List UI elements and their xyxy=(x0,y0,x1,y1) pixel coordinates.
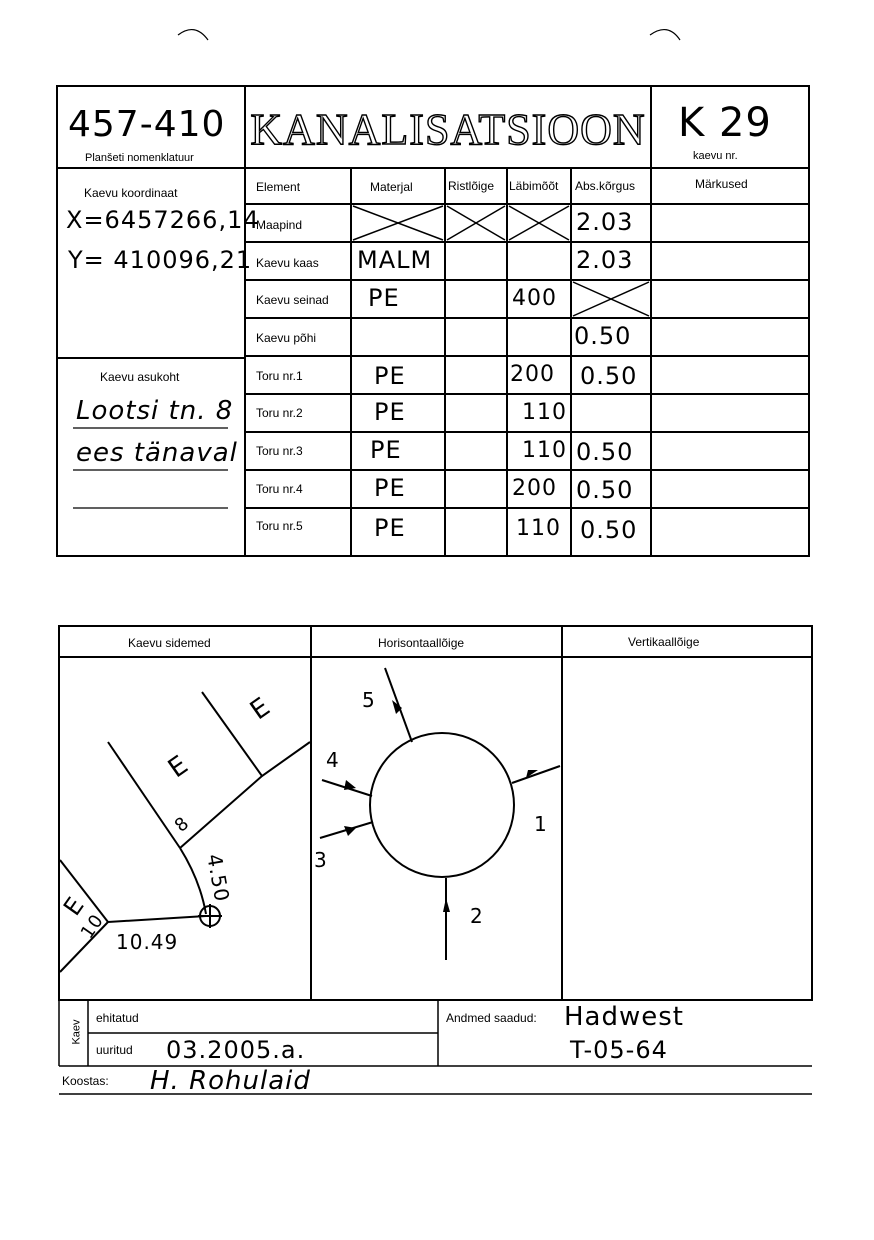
cell-height: 2.03 xyxy=(576,246,634,274)
cell-height: 0.50 xyxy=(580,362,638,390)
ties-header: Kaevu sidemed xyxy=(128,636,211,650)
row-label: Kaevu seinad xyxy=(256,293,329,307)
ties-label-e: E xyxy=(57,891,91,921)
cell-height: 2.03 xyxy=(576,208,634,236)
cell-material: PE xyxy=(374,398,406,426)
location-line-1: Lootsi tn. 8 xyxy=(76,396,234,426)
col-header-notes: Märkused xyxy=(695,177,748,191)
cell-material: PE xyxy=(374,474,406,502)
surveyed-date: 03.2005.a. xyxy=(166,1036,306,1064)
ties-house-number: 10 xyxy=(76,910,109,943)
cell-material: MALM xyxy=(357,246,433,274)
well-footer-label: Kaev xyxy=(70,1019,83,1045)
coordinate-y: Y= 410096,21 xyxy=(68,246,253,274)
pipe-label: 2 xyxy=(470,904,484,928)
ties-label-e: E xyxy=(162,749,195,785)
pipe-label: 5 xyxy=(362,688,376,712)
row-label: Toru nr.3 xyxy=(256,444,303,458)
pipe-label: 4 xyxy=(326,748,340,772)
cell-diameter: 110 xyxy=(522,400,567,425)
row-label: Toru nr.1 xyxy=(256,369,303,383)
cell-material: PE xyxy=(374,362,406,390)
cell-height: 0.50 xyxy=(576,476,634,504)
horizontal-section xyxy=(320,668,560,960)
cell-material: PE xyxy=(374,514,406,542)
cell-material: PE xyxy=(368,284,400,312)
pipe-label: 1 xyxy=(534,812,548,836)
source-reference: T-05-64 xyxy=(570,1036,668,1064)
location-line-2: ees tänaval xyxy=(76,438,238,468)
cell-diameter: 200 xyxy=(510,362,555,387)
cell-height: 0.50 xyxy=(574,322,632,350)
well-number-label: kaevu nr. xyxy=(693,150,738,162)
ties-distance: 10.49 xyxy=(116,930,179,954)
cell-height: 0.50 xyxy=(576,438,634,466)
row-label: Toru nr.4 xyxy=(256,482,303,496)
well-number-value: K 29 xyxy=(678,100,772,146)
source-label: Andmed saadud: xyxy=(446,1011,537,1025)
ties-label-e: E xyxy=(244,691,277,727)
pipe-label: 3 xyxy=(314,848,328,872)
col-header-diameter: Läbimõõt xyxy=(509,179,559,193)
row-label: Kaevu kaas xyxy=(256,256,319,270)
col-header-material: Materjal xyxy=(370,180,413,194)
punch-hole-left xyxy=(178,30,208,40)
punch-hole-right xyxy=(650,30,680,40)
surveyed-label: uuritud xyxy=(96,1043,133,1057)
horizontal-section-header: Horisontaallõige xyxy=(378,636,465,650)
cell-material: PE xyxy=(370,436,402,464)
row-label: Toru nr.5 xyxy=(256,519,303,533)
cell-height: 0.50 xyxy=(580,516,638,544)
ties-house-number: 8 xyxy=(170,812,194,837)
coordinates-label: Kaevu koordinaat xyxy=(84,186,178,200)
cell-diameter: 400 xyxy=(512,286,557,311)
col-header-element: Element xyxy=(256,180,301,194)
row-label: Toru nr.2 xyxy=(256,406,303,420)
coordinate-x: X=6457266,14 xyxy=(66,206,260,234)
col-header-cross: Ristlõige xyxy=(448,179,495,193)
cell-diameter: 200 xyxy=(512,476,557,501)
location-label: Kaevu asukoht xyxy=(100,370,180,384)
page-title: KANALISATSIOON xyxy=(250,105,646,154)
compiled-label: Koostas: xyxy=(62,1074,109,1088)
row-label: Kaevu põhi xyxy=(256,331,317,345)
source-value: Hadwest xyxy=(564,1002,684,1032)
well-circle xyxy=(370,733,514,877)
compiled-by: H. Rohulaid xyxy=(150,1066,311,1096)
nomenclature-value: 457-410 xyxy=(68,104,226,145)
vertical-section-header: Vertikaallõige xyxy=(628,635,700,649)
flow-arrows xyxy=(344,700,538,912)
ties-distance: 4.50 xyxy=(202,852,235,904)
col-header-height: Abs.kõrgus xyxy=(575,179,636,193)
row-label: Maapind xyxy=(256,218,303,232)
nomenclature-label: Planšeti nomenklatuur xyxy=(85,152,194,164)
cell-diameter: 110 xyxy=(522,438,567,463)
built-label: ehitatud xyxy=(96,1011,139,1025)
cell-diameter: 110 xyxy=(516,516,561,541)
